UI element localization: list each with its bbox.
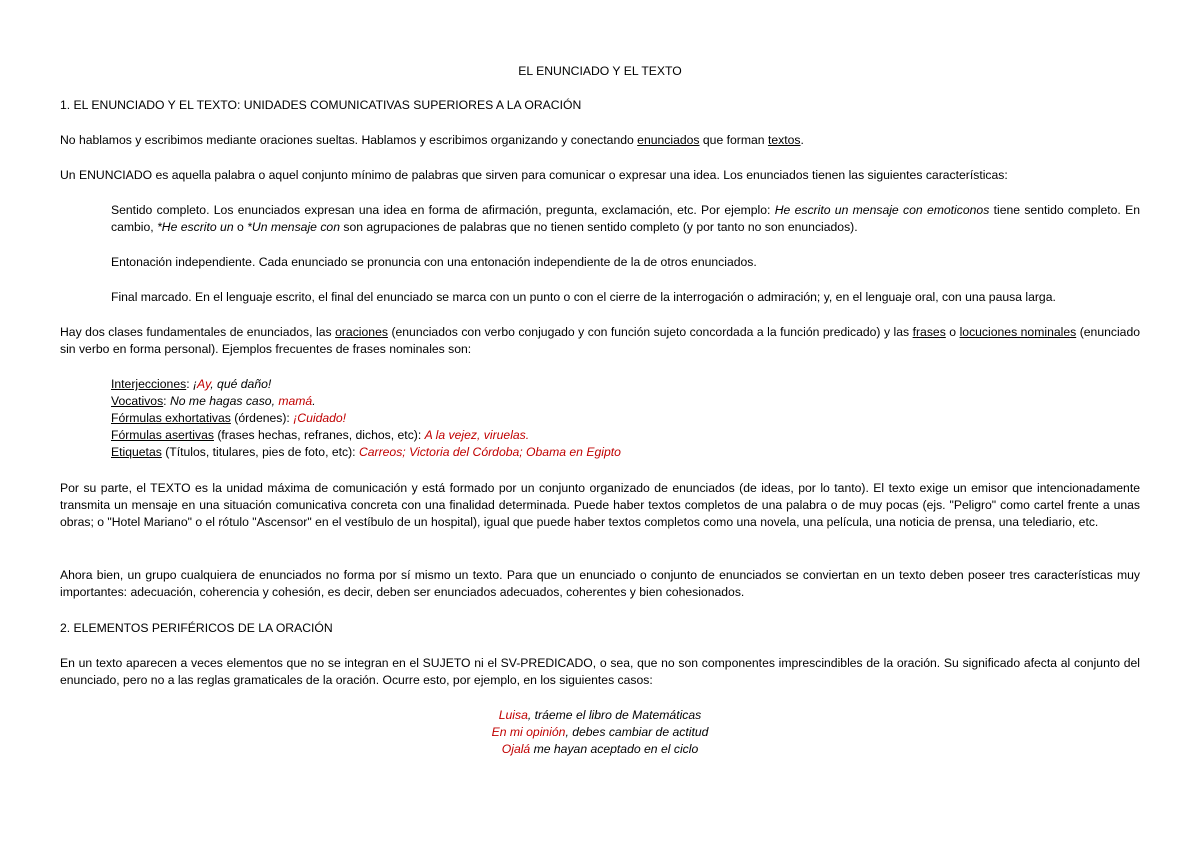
- section-1-paragraph-5: Ahora bien, un grupo cualquiera de enunciados no forma por sí mismo un texto. Para que un enunciado o conjunto de enunciados se conviertan en un texto deben poseer tres características muy importantes: adecuación, coherencia y cohesión, es decir, deben ser enunciados adecuados, coherentes y bien cohesionados.: [60, 568, 1140, 599]
- highlight: Carreos; Victoria del Córdoba; Obama en Egipto: [358, 445, 621, 459]
- text-run: , qué daño!: [210, 377, 272, 391]
- text-run: son agrupaciones de palabras que no tienen sentido completo (y por tanto no son enunciados).: [339, 220, 858, 234]
- section-2-paragraph-1: En un texto aparecen a veces elementos que no se integran en el SUJETO ni el SV-PREDICADO, o sea, que no son componentes imprescindibles de la oración. Su significado afecta al conjunto del enunciado, pero no a las reglas gramaticales de la oración. Ocurre esto, por ejemplo, en los siguientes casos:: [60, 656, 1140, 687]
- document-title: EL ENUNCIADO Y EL TEXTO: [518, 64, 682, 78]
- text-run: (órdenes):: [230, 411, 294, 425]
- highlight: A la vejez, viruelas.: [424, 428, 530, 442]
- text-run: ¡: [192, 377, 198, 391]
- highlight: En mi opinión: [491, 725, 566, 739]
- text-run: o: [233, 220, 248, 234]
- highlight: mamá: [278, 394, 313, 408]
- text-run: tiene sentido completo. En cambio,: [111, 203, 1140, 234]
- section-1-paragraph-4: Por su parte, el TEXTO es la unidad máxima de comunicación y está formado por un conjunto organizado de enunciados (de ideas, por lo tanto). El texto exige un emisor que intencionadamente transmita un mensaje en una situación comunicativa concreta con una finalidad determinada. Puede haber textos completos de una palabra o de muy pocas (ejs. "Peligro" como cartel frente a unas obras; o "Hotel Mariano" o el rótulo "Ascensor" en el vestíbulo de un hospital), igual que puede haber textos completos como una novela, una película, una noticia de prensa, una telediario, etc.: [60, 481, 1140, 529]
- example-item: [111, 427, 1140, 444]
- characteristic-final-marcado: Final marcado. En el lenguaje escrito, el final del enunciado se marca con un punto o con el cierre de la interrogación o admiración; y, en el lenguaje oral, con una pausa larga.: [111, 290, 1056, 304]
- text-run: :: [186, 377, 193, 391]
- peripheral-example: [60, 741, 1140, 758]
- highlight: Ay: [197, 377, 211, 391]
- example-item: [111, 376, 1140, 393]
- text-run: .: [800, 133, 804, 147]
- text-run: (enunciado sin verbo en forma personal). Ejemplos frecuentes de frases nominales son:: [60, 325, 1141, 356]
- text-run: :: [163, 394, 170, 408]
- example-item: [111, 410, 1140, 427]
- example-label: Interjecciones: [111, 377, 187, 391]
- text-run: .: [312, 394, 316, 408]
- text-run: (frases hechas, refranes, dichos, etc):: [213, 428, 425, 442]
- text-run: , debes cambiar de actitud: [565, 725, 709, 739]
- peripheral-example: [60, 707, 1140, 724]
- section-1-paragraph-1: [60, 132, 1140, 149]
- highlight: Ojalá: [501, 742, 531, 756]
- peripheral-example: [60, 724, 1140, 741]
- term-locuciones-nominales: locuciones nominales: [959, 325, 1077, 339]
- text-run: Hay dos clases fundamentales de enunciados, las: [60, 325, 336, 339]
- characteristic-sentido-completo: [111, 202, 1140, 236]
- example-label: Vocativos: [111, 394, 164, 408]
- example-label: Etiquetas: [111, 445, 162, 459]
- highlight: Luisa: [498, 708, 528, 722]
- example-label: Fórmulas asertivas: [111, 428, 214, 442]
- example-italic: *He escrito un: [157, 220, 234, 234]
- text-run: No me hagas caso,: [169, 394, 279, 408]
- text-run: (enunciados con verbo conjugado y con función sujeto concordada a la función predicado) y las: [387, 325, 913, 339]
- section-2-heading: 2. ELEMENTOS PERIFÉRICOS DE LA ORACIÓN: [60, 621, 333, 635]
- highlight: ¡Cuidado!: [293, 411, 347, 425]
- text-run: o: [945, 325, 960, 339]
- term-frases: frases: [912, 325, 946, 339]
- text-run: , tráeme el libro de Matemáticas: [527, 708, 702, 722]
- example-italic: *Un mensaje con: [247, 220, 340, 234]
- section-1-heading: 1. EL ENUNCIADO Y EL TEXTO: UNIDADES COMUNICATIVAS SUPERIORES A LA ORACIÓN: [60, 98, 582, 112]
- characteristic-entonacion: Entonación independiente. Cada enunciado se pronuncia con una entonación independiente de la de otros enunciados.: [111, 255, 757, 269]
- text-run: Sentido completo. Los enunciados expresan una idea en forma de afirmación, pregunta, exclamación, etc. Por ejemplo:: [111, 203, 775, 217]
- section-1-paragraph-3: [60, 324, 1140, 358]
- term-oraciones: oraciones: [335, 325, 388, 339]
- section-1-paragraph-2: Un ENUNCIADO es aquella palabra o aquel conjunto mínimo de palabras que sirven para comunicar o expresar una idea. Los enunciados tienen las siguientes características:: [60, 168, 1008, 182]
- example-label: Fórmulas exhortativas: [111, 411, 231, 425]
- text-run: que forman: [699, 133, 768, 147]
- term-enunciados: enunciados: [637, 133, 700, 147]
- text-run: (Títulos, titulares, pies de foto, etc):: [161, 445, 359, 459]
- nominal-phrase-examples: [111, 376, 1140, 461]
- text-run: No hablamos y escribimos mediante oraciones sueltas. Hablamos y escribimos organizando y conectando: [60, 133, 638, 147]
- term-textos: textos: [767, 133, 801, 147]
- example-item: [111, 444, 1140, 461]
- text-run: me hayan aceptado en el ciclo: [530, 742, 699, 756]
- example-item: [111, 393, 1140, 410]
- peripheral-examples: [60, 707, 1140, 758]
- example-italic: He escrito un mensaje con emoticonos: [774, 203, 990, 217]
